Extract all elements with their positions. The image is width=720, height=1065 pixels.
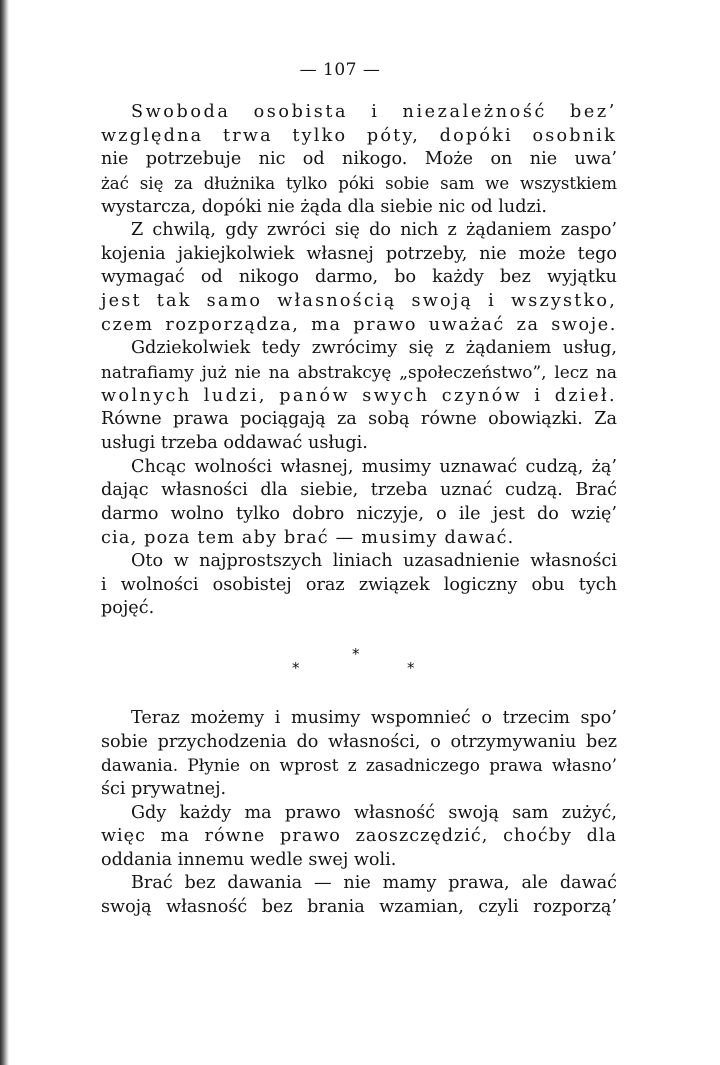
text-line: wymagać od nikogo darmo, bo każdy bez wyjątku [101, 267, 617, 288]
text-line: wystarcza, dopóki nie żąda dla siebie nic od ludzi. [101, 196, 547, 217]
text-line: czem rozporządza, ma prawo uważać za swoje. [101, 314, 617, 335]
text-line: więc ma równe prawo zaoszczędzić, choćby dla [101, 826, 617, 847]
text-line: usługi trzeba oddawać usługi. [101, 432, 368, 453]
text-line: cia, poza tem aby brać — musimy dawać. [101, 527, 515, 548]
text-line: Gdy każdy ma prawo własność swoją sam zużyć, [131, 802, 617, 823]
text-line: dawania. Płynie on wprost z zasadniczego prawa własno’ [101, 755, 617, 776]
asterisk-ornament: * [292, 659, 300, 677]
text-line: Równe prawa pociągają za sobą równe obowiązki. Za [101, 409, 617, 430]
text-line: darmo wolno tylko dobro niczyje, o ile jest do wzię’ [101, 503, 617, 524]
text-line: Swoboda osobista i niezależność bez’ [131, 102, 617, 122]
text-line: żać się za dłużnika tylko póki sobie sam we wszystkiem [101, 173, 617, 193]
section-separator [0, 643, 720, 683]
asterisk-ornament: * [407, 659, 415, 677]
text-line: natrafiamy już nie na abstrakcyę „społeczeństwo”, lecz na [101, 362, 617, 383]
text-line: Gdziekolwiek tedy zwrócimy się z żądaniem usług, [131, 338, 617, 359]
text-line: sobie przychodzenia do własności, o otrzymywaniu bez [101, 731, 617, 752]
text-line: Brać bez dawania — nie mamy prawa, ale dawać [131, 873, 617, 894]
text-line: Z chwilą, gdy zwróci się do nich z żądaniem zaspo’ [131, 220, 617, 241]
text-line: Oto w najprostszych liniach uzasadnienie własności [131, 551, 617, 572]
text-line: oddania innemu wedle swej woli. [101, 849, 397, 870]
text-line: ści prywatnej. [101, 778, 227, 799]
binding-edge-shadow [0, 0, 9, 1065]
text-section-2 [101, 707, 617, 920]
text-line: wolnych ludzi, panów swych czynów i dzieł. [101, 385, 617, 406]
text-line: i wolności osobistej oraz związek logiczny obu tych [101, 574, 617, 595]
text-line: dając własności dla siebie, trzeba uznać cudzą. Brać [101, 480, 617, 501]
text-line: nie potrzebuje nic od nikogo. Może on nie uwa’ [101, 149, 617, 170]
text-line: względna trwa tylko póty, dopóki osobnik [101, 125, 617, 146]
text-line: kojenia jakiejkolwiek własnej potrzeby, nie może tego [101, 243, 617, 264]
text-line: jest tak samo własnością swoją i wszystko, [101, 291, 617, 312]
text-line: Teraz możemy i musimy wspomnieć o trzecim spo’ [131, 708, 617, 728]
page-number: — 107 — [299, 60, 381, 80]
text-line: pojęć. [101, 598, 155, 619]
asterisk-ornament: * [352, 645, 360, 663]
text-line: Chcąc wolności własnej, musimy uznawać cudzą, żą’ [131, 456, 617, 477]
text-line: swoją własność bez brania wzamian, czyli rozporzą’ [101, 897, 617, 918]
text-section-1 [101, 101, 617, 621]
